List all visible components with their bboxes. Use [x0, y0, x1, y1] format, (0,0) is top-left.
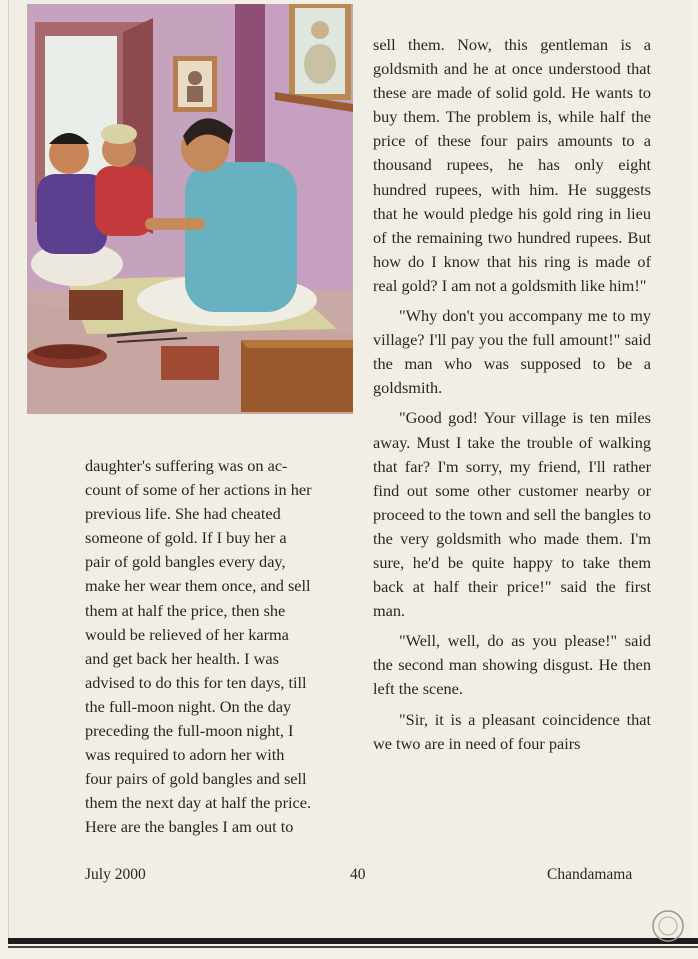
text-line: and get back her health. I was: [85, 648, 279, 668]
text-line: someone of gold. If I buy her a: [85, 528, 287, 548]
text-line: make her wear them once, and sell: [85, 576, 311, 596]
paragraph-4: "Well, well, do as you please!" said the second man showing disgust. He then left the scene.: [373, 631, 651, 699]
bottom-rule-thin: [8, 946, 698, 948]
text-line: previous life. She had cheated: [85, 504, 281, 524]
text-line: them at half the price, then she: [85, 600, 286, 620]
paragraph-2: "Why don't you accompany me to my village? I'll pay you the full amount!" said the man who was supposed to be a goldsmith.: [373, 306, 651, 398]
library-stamp-icon: [650, 908, 686, 944]
text-line: advised to do this for ten days, till: [85, 672, 307, 692]
magazine-name: Chandamama: [547, 866, 633, 883]
text-line: Here are the bangles I am out to: [85, 817, 294, 837]
footer-date: July 2000: [85, 866, 146, 883]
magazine-page: [8, 0, 691, 942]
goldsmith-scene-illustration: [27, 4, 353, 414]
text-line: four pairs of gold bangles and sell: [85, 769, 307, 789]
text-line: pair of gold bangles every day,: [85, 552, 286, 572]
left-column-text: [85, 454, 357, 840]
paragraph-5: "Sir, it is a pleasant coincidence that we two are in need of four pairs: [373, 709, 651, 753]
text-line: would be relieved of her karma: [85, 624, 289, 644]
text-line: was required to adorn her with: [85, 745, 285, 765]
text-line: the full-moon night. On the day: [85, 696, 292, 716]
text-line: them the next day at half the price.: [85, 793, 312, 813]
bottom-rule: [8, 938, 698, 944]
page-number: 40: [350, 866, 366, 883]
paragraph-1: sell them. Now, this gentleman is a goldsmith and he at once understood that these are made of solid gold. He wants to buy them. The problem is, while half the price of these four pairs amounts to a thousand rupees, he has only eight hundred rupees, with him. He suggests that he would pledge his gold ring in lieu of the remaining two hundred rupees. But how do I know that his ring is made of real gold? I am not a goldsmith like him!": [373, 35, 651, 295]
text-line: daughter's suffering was on ac-: [85, 456, 288, 475]
text-line: count of some of her actions in her: [85, 480, 312, 500]
right-column-text: [373, 33, 651, 756]
paragraph-3: "Good god! Your village is ten miles away. Must I take the trouble of walking that far? I'm sorry, my friend, I'll rather find out some other customer nearby or proceed to the town and sell the bangles to the very goldsmith who made them. I'm sure, he'd be quite happy to take them back at half their price!" said the first man.: [373, 408, 651, 621]
text-line: preceding the full-moon night, I: [85, 721, 294, 741]
